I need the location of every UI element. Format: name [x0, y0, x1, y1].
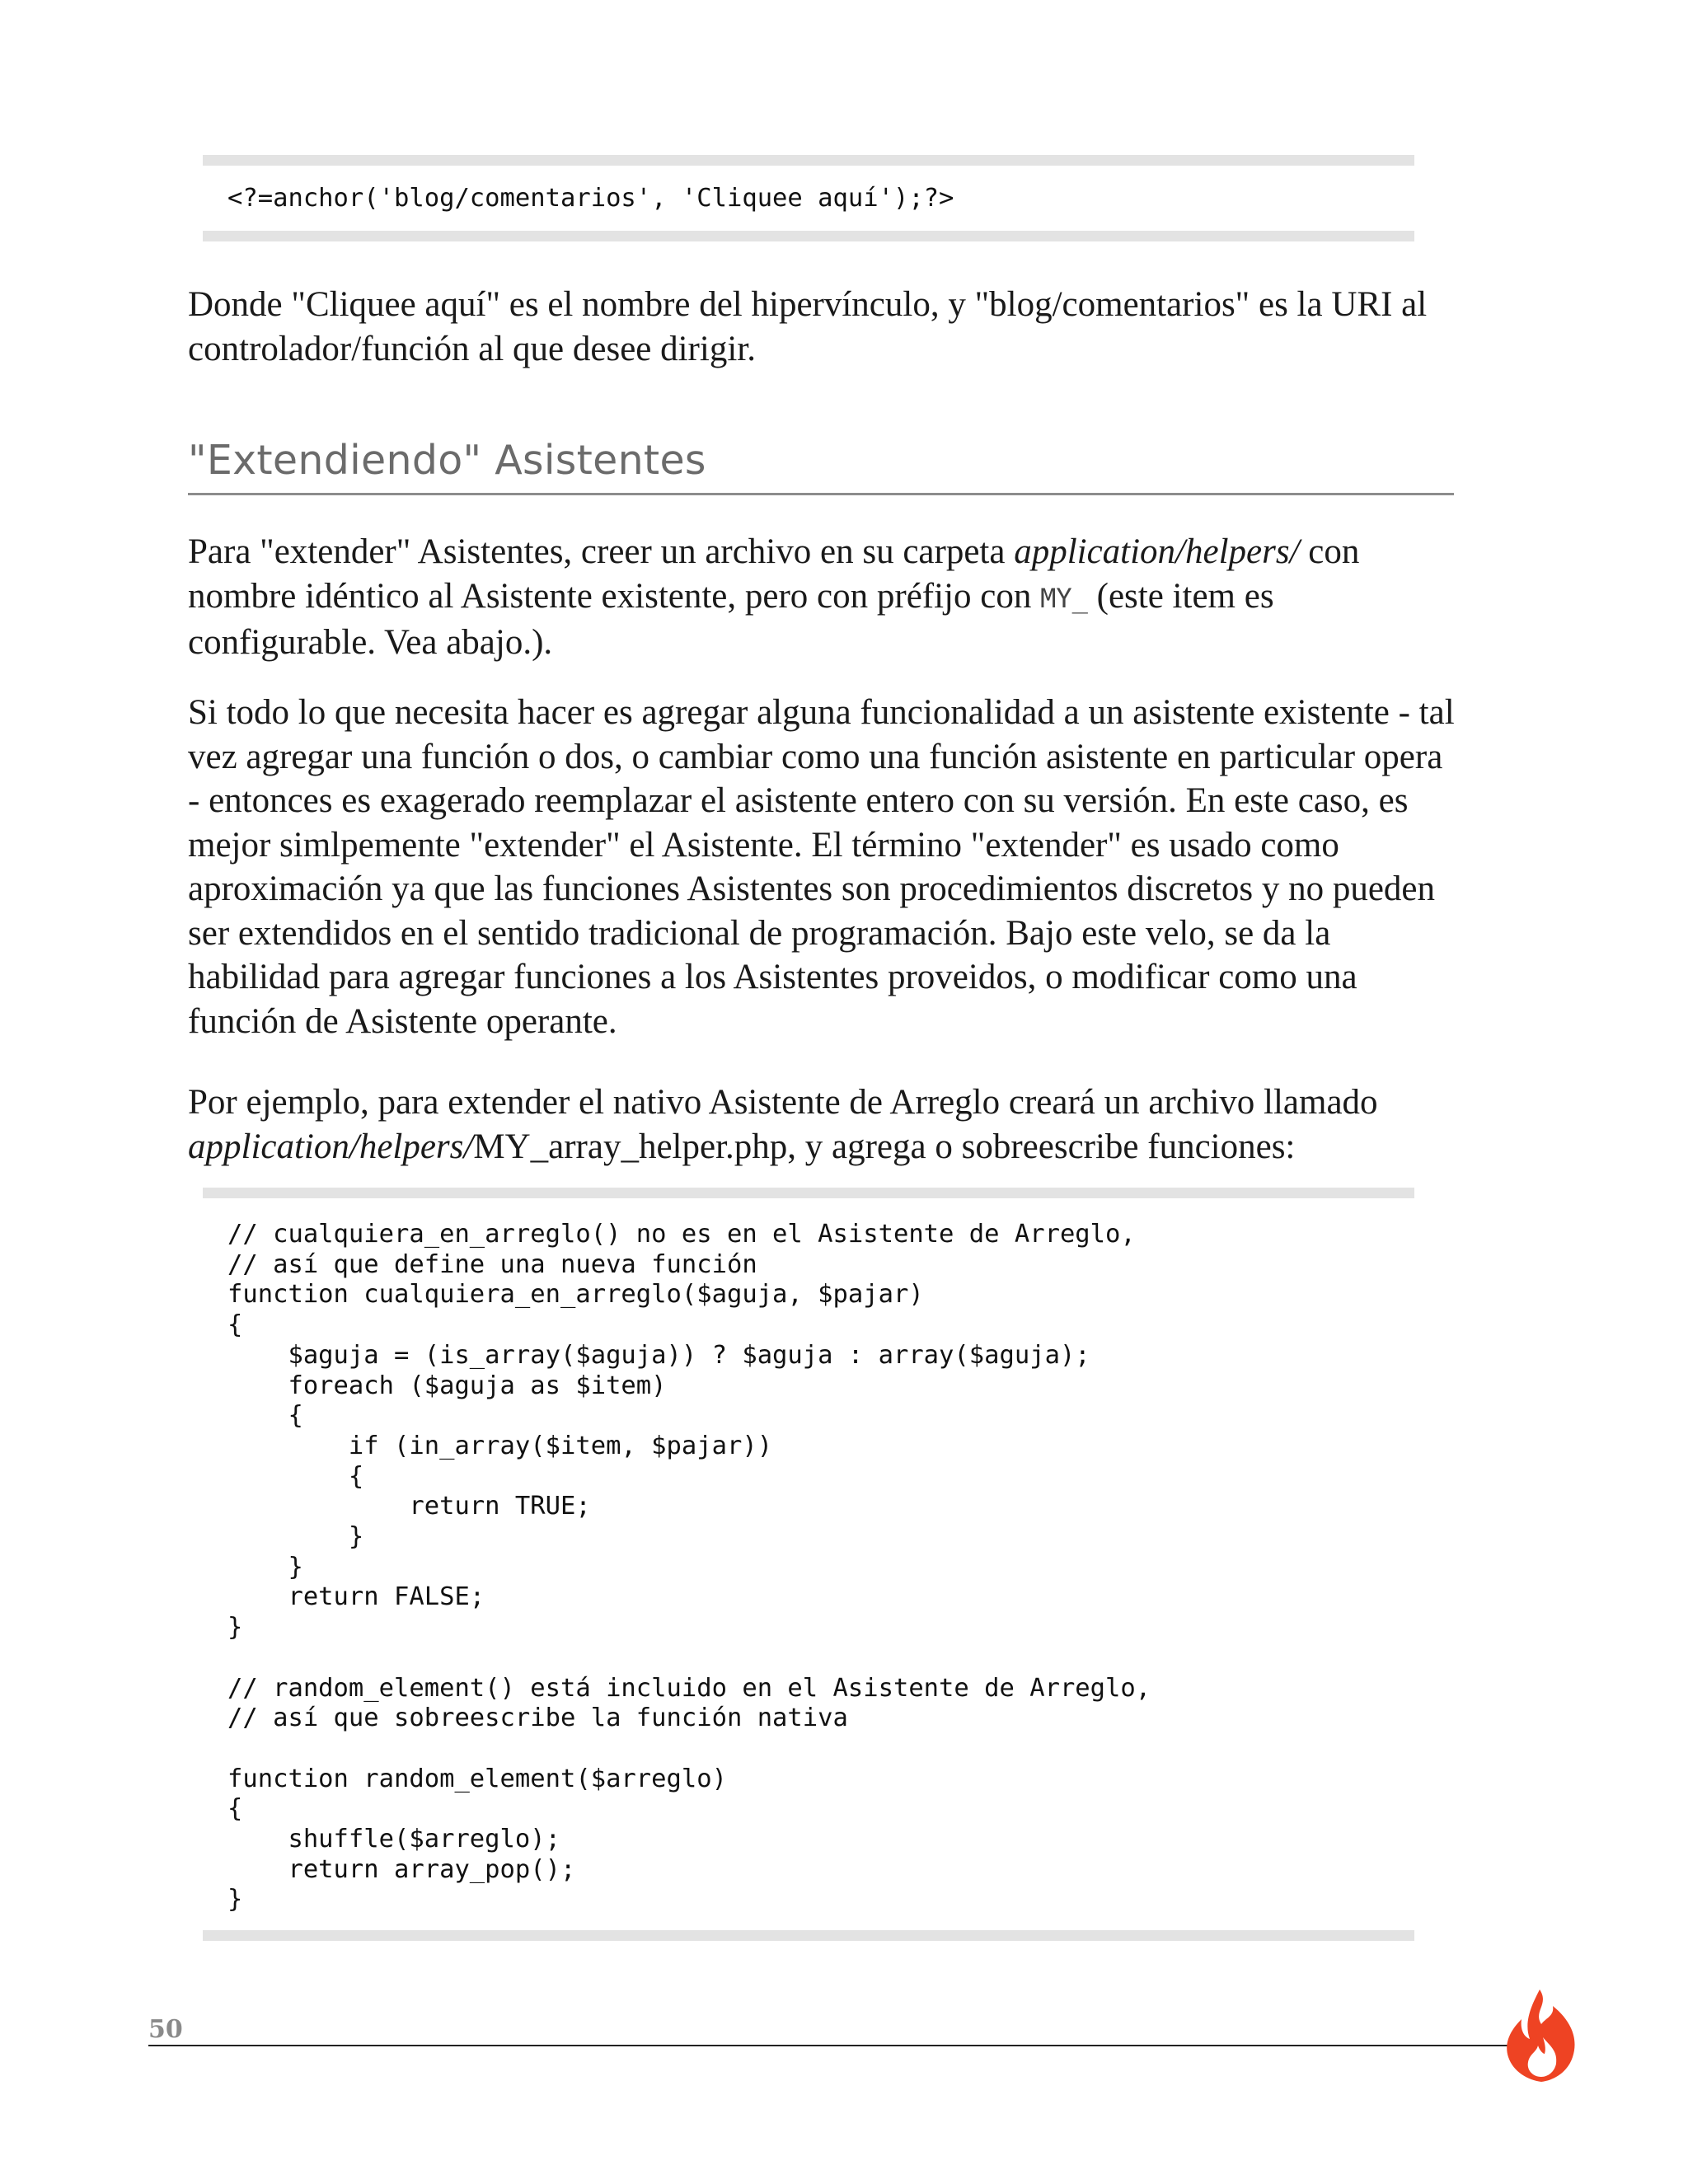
page-number: 50	[148, 2015, 183, 2044]
code-block-text	[203, 166, 1414, 231]
paragraph-text: (este item es configurable. Vea abajo.).	[188, 576, 1274, 662]
code-line: {	[227, 1401, 303, 1431]
code-line: }	[227, 1885, 243, 1915]
code-block-bottom-bar	[203, 231, 1414, 241]
paragraph-text: Para "extender" Asistentes, creer un archivo en su carpeta	[188, 532, 1015, 571]
code-line: }	[227, 1522, 364, 1552]
code-line: // así que define una nueva función	[227, 1249, 757, 1279]
paragraph-text: , y agrega o sobreescribe funciones:	[787, 1127, 1296, 1166]
code-line: // así que sobreescribe la función nativa	[227, 1704, 848, 1733]
code-line: return array_pop();	[227, 1854, 576, 1884]
code-line: shuffle($arreglo);	[227, 1825, 560, 1854]
heading-rule	[188, 493, 1454, 495]
code-line: function cualquiera_en_arreglo($aguja, $pajar)	[227, 1280, 924, 1310]
code-block-top-bar	[203, 155, 1414, 166]
prefix-code: MY_	[1040, 582, 1088, 614]
code-block-top-bar	[203, 1188, 1414, 1198]
helpers-path: application/helpers/	[188, 1127, 474, 1166]
code-block-text	[203, 1198, 1414, 1930]
code-line: {	[227, 1794, 243, 1824]
code-line: {	[227, 1461, 364, 1491]
code-line: {	[227, 1310, 243, 1340]
paragraph-text: con nombre idéntico al Asistente existente, pero con préfijo con	[188, 532, 1360, 616]
file-name: MY_array_helper.php	[473, 1127, 788, 1166]
paragraph-extend-intro	[188, 530, 1457, 665]
code-line: return FALSE;	[227, 1582, 485, 1612]
paragraph-example	[188, 1080, 1457, 1169]
codeigniter-flame-icon	[1500, 1988, 1582, 2083]
code-line: function random_element($arreglo)	[227, 1764, 727, 1793]
code-line: if (in_array($item, $pajar))	[227, 1431, 773, 1460]
code-line: return TRUE;	[227, 1492, 591, 1521]
code-line: $aguja = (is_array($aguja)) ? $aguja : array($aguja);	[227, 1340, 1090, 1370]
code-block-anchor	[203, 155, 1414, 241]
paragraph-text: Por ejemplo, para extender el nativo Asistente de Arreglo creará un archivo llamado	[188, 1083, 1378, 1122]
helpers-path: application/helpers/	[1014, 532, 1300, 571]
code-line: // cualquiera_en_arreglo() no es en el Asistente de Arreglo,	[227, 1220, 1136, 1249]
paragraph-anchor-explanation: Donde "Cliquee aquí" es el nombre del hipervínculo, y "blog/comentarios" es la URI al controlador/función al que desee dirigir.	[188, 285, 1428, 368]
footer-rule	[148, 2045, 1517, 2046]
code-line: <?=anchor('blog/comentarios', 'Cliquee aquí');?>	[227, 184, 954, 213]
code-line: foreach ($aguja as $item)	[227, 1371, 667, 1400]
code-line: }	[227, 1552, 303, 1582]
code-block-array-helper	[203, 1188, 1414, 1941]
code-block-bottom-bar	[203, 1930, 1414, 1941]
code-line: }	[227, 1613, 243, 1643]
paragraph-extend-explanation: Si todo lo que necesita hacer es agregar alguna funcionalidad a un asistente existente - tal vez agregar una función o dos, o cambiar como una función asistente en particular opera - entonces es exagerado reemplazar el asistente entero con su versión. En este caso, es mejor simlpemente "extender" el Asistente. El término "extender" es usado como aproximación ya que las funciones Asistentes son procedimientos discretos y no pueden ser extendidos en el sentido tradicional de programación. Bajo este velo, se da la habilidad para agregar funciones a los Asistentes proveidos, o modificar como una función de Asistente operante.	[188, 693, 1455, 1041]
section-heading: "Extendiendo" Asistentes	[188, 437, 706, 484]
code-line: // random_element() está incluido en el Asistente de Arreglo,	[227, 1673, 1151, 1703]
